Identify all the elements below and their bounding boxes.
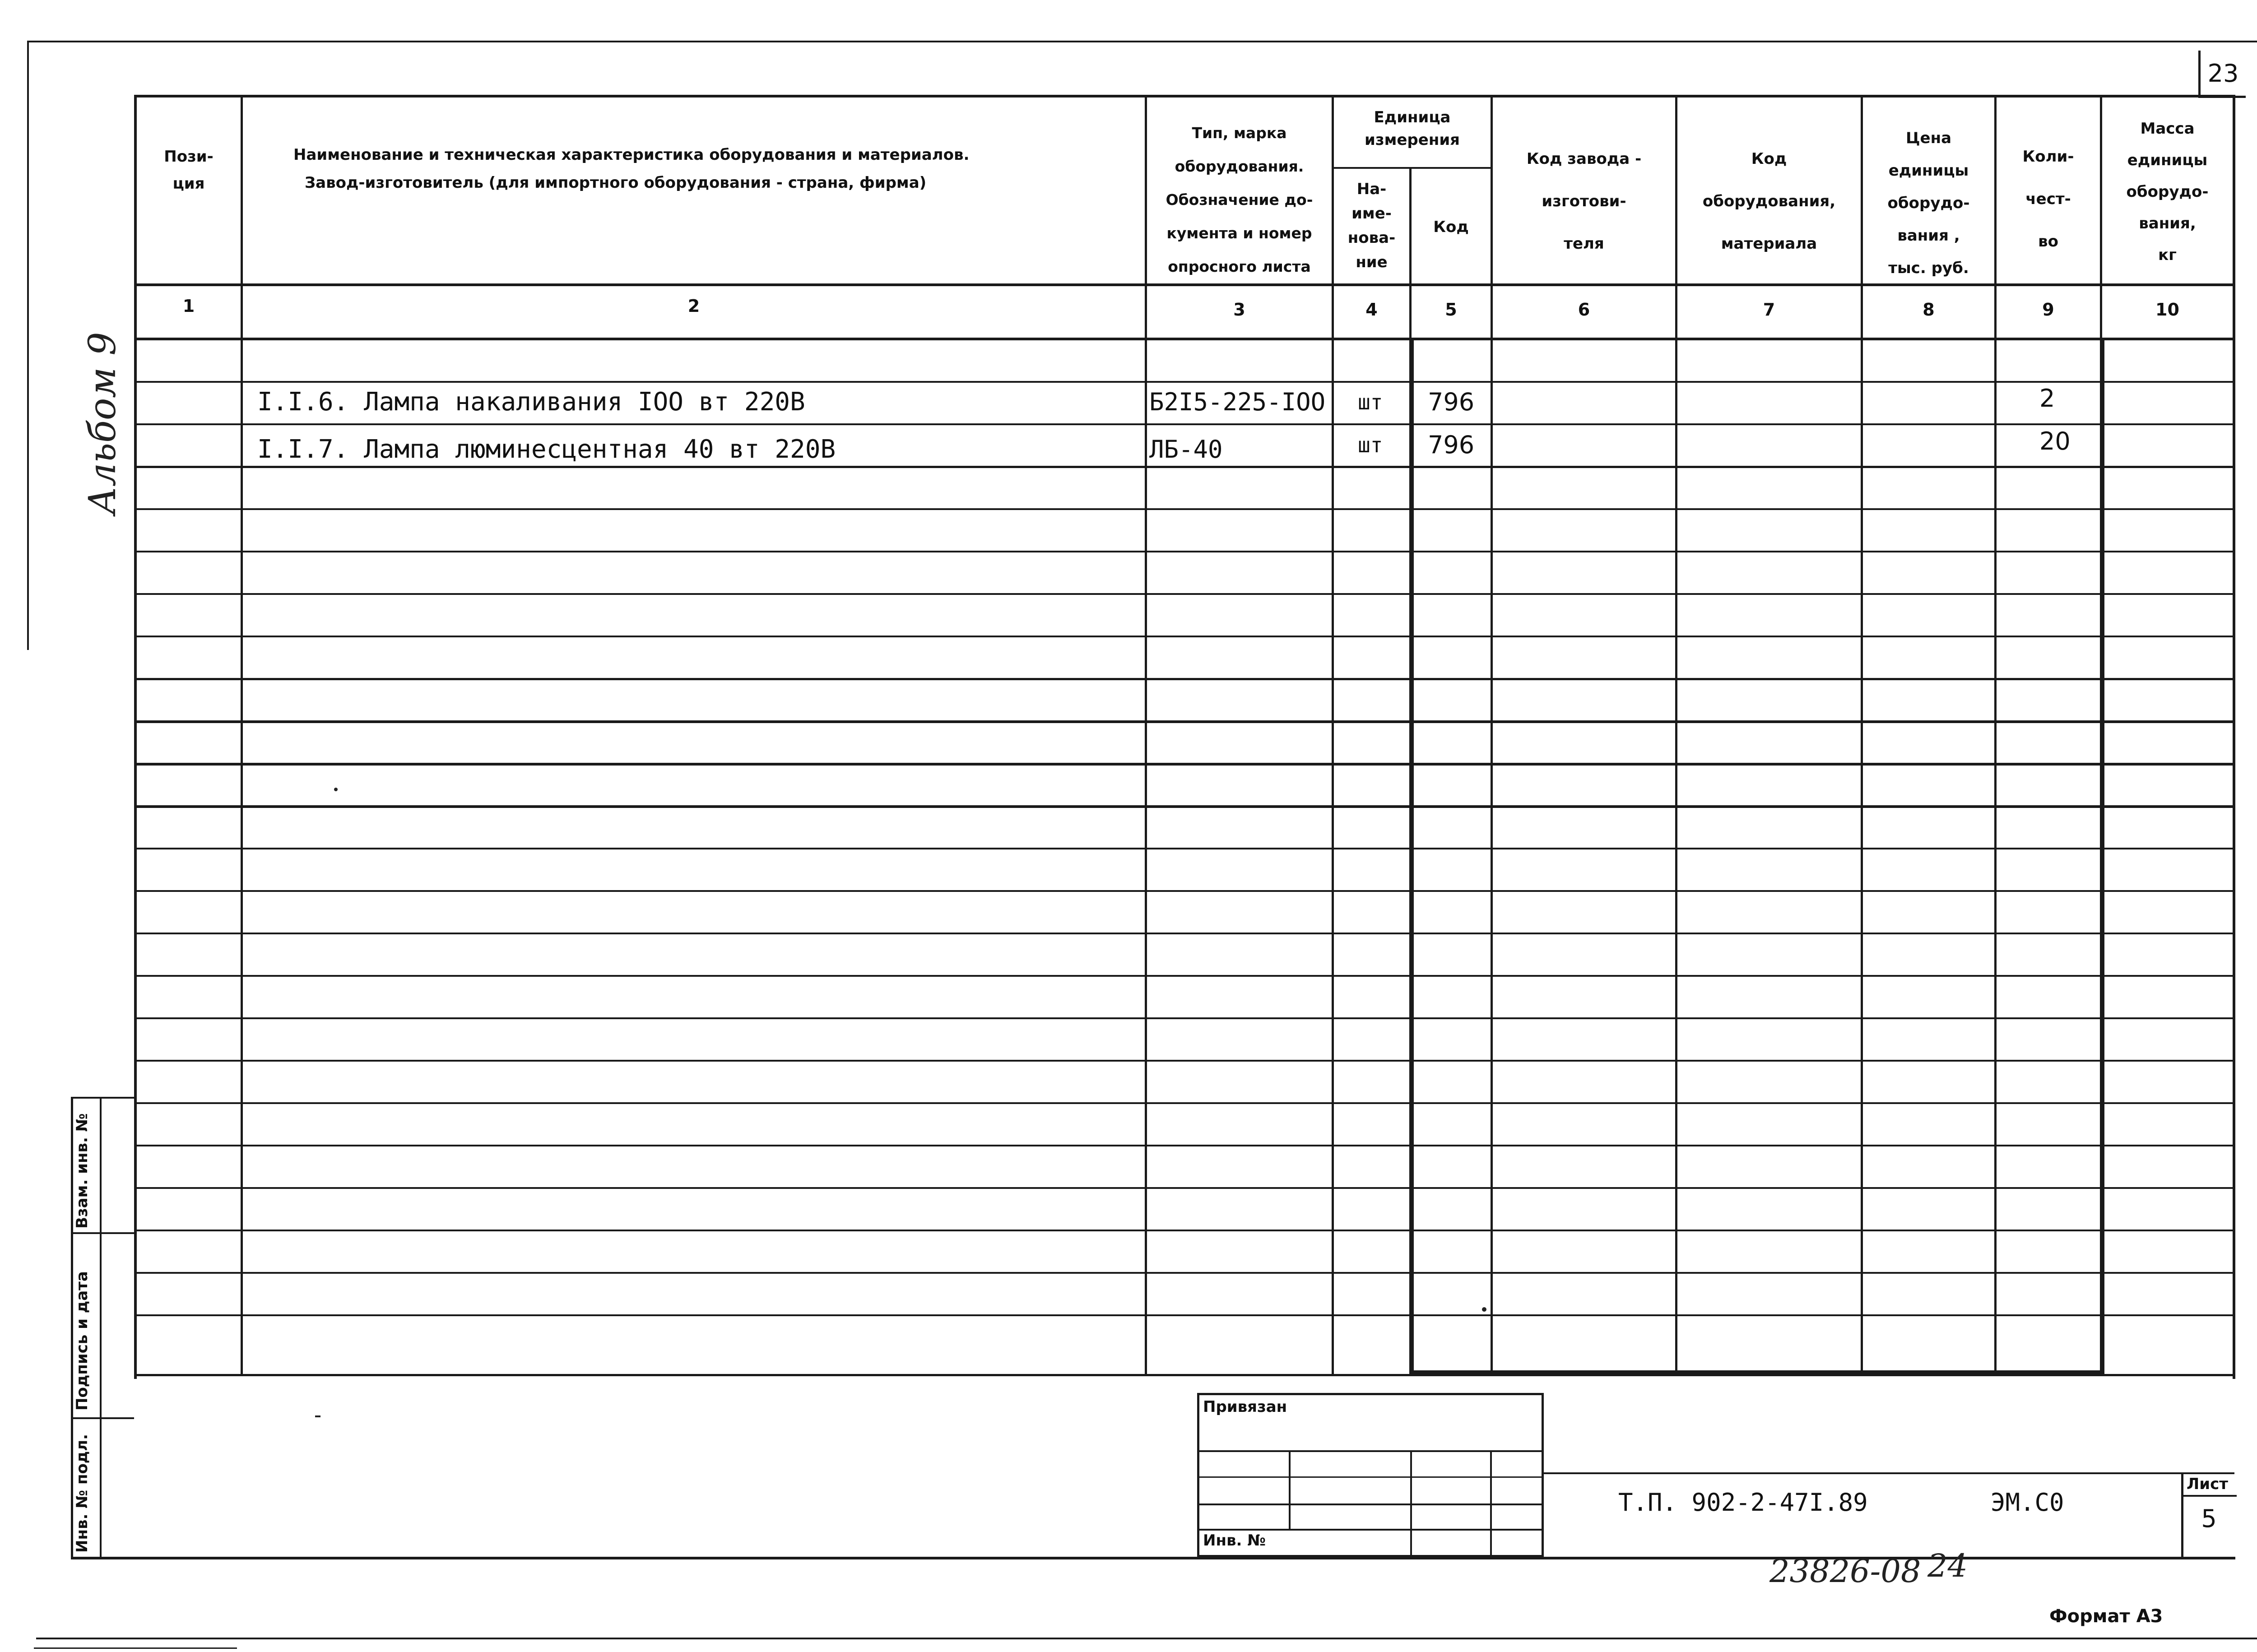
row-line [134,933,2235,934]
row-line [134,508,2235,510]
stray-dot [334,788,338,791]
row-line [134,720,2235,723]
handwritten-page: 24 [1927,1547,1968,1584]
col-divider-7 [1861,95,1863,1376]
row-line [134,1314,2235,1316]
sheet-number: 5 [2201,1504,2217,1533]
header-line: Наименование и техническая характеристика оборудования и материалов. [293,146,970,164]
colnum-1: 1 [182,296,195,316]
header-line: оборудо- [1887,194,1970,212]
frame-bottom-short [34,1647,237,1649]
tb-col-1 [1289,1450,1291,1529]
header-quantity [1997,135,2100,263]
table-row [137,382,2233,423]
header-line: чест- [2025,190,2071,208]
header-type [1147,116,1332,283]
inv-no-label: Инв. № [1203,1531,1266,1550]
header-maker-code [1493,138,1675,265]
page-number: 23 [2207,59,2239,88]
header-unit-name [1334,177,1409,274]
header-line: материала [1721,235,1817,253]
row-line [134,1187,2235,1189]
row-name: I.I.6. Лампа накаливания IOO вт 220В [257,387,805,417]
colnum-2: 2 [687,296,700,316]
col-divider-6 [1675,95,1677,1376]
row-type: Б2I5-225-IOO [1149,388,1326,416]
colnum-4: 4 [1365,300,1378,320]
header-line: име- [1351,204,1392,223]
header-line: измерения [1365,131,1460,149]
row-line [134,1272,2235,1274]
unit-group-divider [1332,167,1493,169]
header-line: Масса [2140,120,2195,138]
tb-col-2 [1410,1450,1412,1559]
header-line: вания, [2139,214,2196,232]
header-line: опросного листа [1168,258,1311,275]
row-line [134,593,2235,595]
frame-left [27,41,29,650]
row-line [134,1145,2235,1146]
row-unit: шт [1358,390,1383,414]
tb-col-3 [1490,1450,1492,1559]
tb-main-top [1544,1472,2234,1474]
header-line: Код [1751,150,1787,168]
album-label: Альбом 9 [81,332,124,515]
row-line [134,551,2235,552]
frame-bottom-outer [36,1638,2257,1639]
col-divider-2 [1145,95,1147,1376]
table-left-border [134,95,137,1379]
header-line: оборудования. [1175,158,1304,175]
header-line: оборудо- [2126,183,2209,201]
row-unit: шт [1358,433,1383,457]
sheet-label: Лист [2187,1475,2228,1493]
row-line [134,678,2235,680]
colnum-10: 10 [2155,300,2179,320]
tb-section: ЭМ.С0 [1991,1488,2064,1517]
colnum-9: 9 [2042,300,2054,320]
table-top-border [134,95,2235,97]
title-block-left [1197,1393,1544,1557]
stamp-inv-podl: Инв. № подл. [73,1434,91,1553]
row-qty: 20 [2039,427,2071,455]
header-line: Завод-изготовитель (для импортного оборудования - страна, фирма) [305,174,927,192]
row-name: I.I.7. Лампа люминесцентная 40 вт 220В [257,435,836,464]
header-line: Единица [1374,108,1451,126]
colnum-8: 8 [1923,300,1935,320]
row-line [134,890,2235,892]
row-line [134,975,2235,977]
col-divider-3 [1332,95,1334,1376]
col-divider-1 [241,95,243,1376]
row-type: ЛБ-40 [1149,435,1223,464]
header-line: Код завода - [1526,150,1642,168]
header-line: оборудования, [1702,192,1836,210]
row-line [134,1060,2235,1062]
stamp-top [71,1097,134,1099]
row-line [134,1017,2235,1019]
stamp-div-1 [71,1232,134,1234]
header-line: единицы [1888,162,1969,180]
privyazan-label: Привязан [1203,1398,1287,1416]
col-divider-8 [1994,95,1997,1376]
header-line: ние [1356,253,1388,271]
row-line [134,636,2235,637]
header-line: кг [2158,246,2177,264]
header-price [1863,122,1994,284]
colnum-6: 6 [1578,300,1590,320]
header-line: единицы [2127,151,2208,169]
header-line: Цена [1905,129,1952,147]
colnum-bottom-border [134,338,2235,340]
bold-frame-right [2100,340,2104,1374]
row-line [134,763,2235,766]
header-line: Тип, марка [1192,124,1287,142]
header-line: кумента и номер [1166,224,1312,242]
header-line: тыс. руб. [1888,259,1969,277]
header-line: ция [172,175,205,193]
header-line: во [2038,232,2058,251]
tb-designation: Т.П. 902-2-47I.89 [1618,1488,1868,1517]
stamp-podpis-data: Подпись и дата [73,1271,91,1411]
colnum-7: 7 [1763,300,1775,320]
stamp-mid [100,1097,102,1559]
header-line: Коли- [2022,148,2074,166]
header-line: Обозначение до- [1166,191,1313,209]
header-unit-group [1334,106,1491,151]
row-line [134,848,2235,849]
header-mass [2102,113,2233,271]
table-right-border [2233,95,2235,1379]
colnum-3: 3 [1233,300,1245,320]
header-line: На- [1356,180,1387,198]
header-line: теля [1564,235,1604,253]
stray-dot [1482,1307,1486,1312]
frame-top [27,41,2257,42]
format-label: Формат А3 [2049,1606,2163,1627]
row-line [134,805,2235,808]
row-line [134,1374,2235,1376]
header-position [137,140,241,200]
stray-dash [315,1415,320,1417]
header-line: вания , [1897,227,1960,245]
colnum-5: 5 [1445,300,1457,320]
stamp-div-2 [71,1417,134,1419]
header-line: Код [1433,218,1469,236]
row-qty: 2 [2039,384,2055,413]
handwritten-number: 23826-08 [1769,1553,1921,1590]
sheet-box-div [2183,1495,2237,1497]
header-line: нова- [1347,229,1396,247]
header-unit-code [1412,210,1491,244]
row-line [134,1102,2235,1104]
bold-frame-left [1409,340,1414,1374]
header-name [293,138,1142,200]
header-equipment-code [1677,138,1861,265]
row-code: 796 [1428,431,1475,459]
row-code: 796 [1428,388,1475,416]
header-line: Пози- [164,148,214,166]
stamp-vzam-inv: Взам. инв. № [73,1113,91,1229]
row-line [134,1230,2235,1231]
col-divider-5 [1491,95,1493,1376]
header-line: изготови- [1542,192,1626,210]
table-row [137,425,2233,466]
